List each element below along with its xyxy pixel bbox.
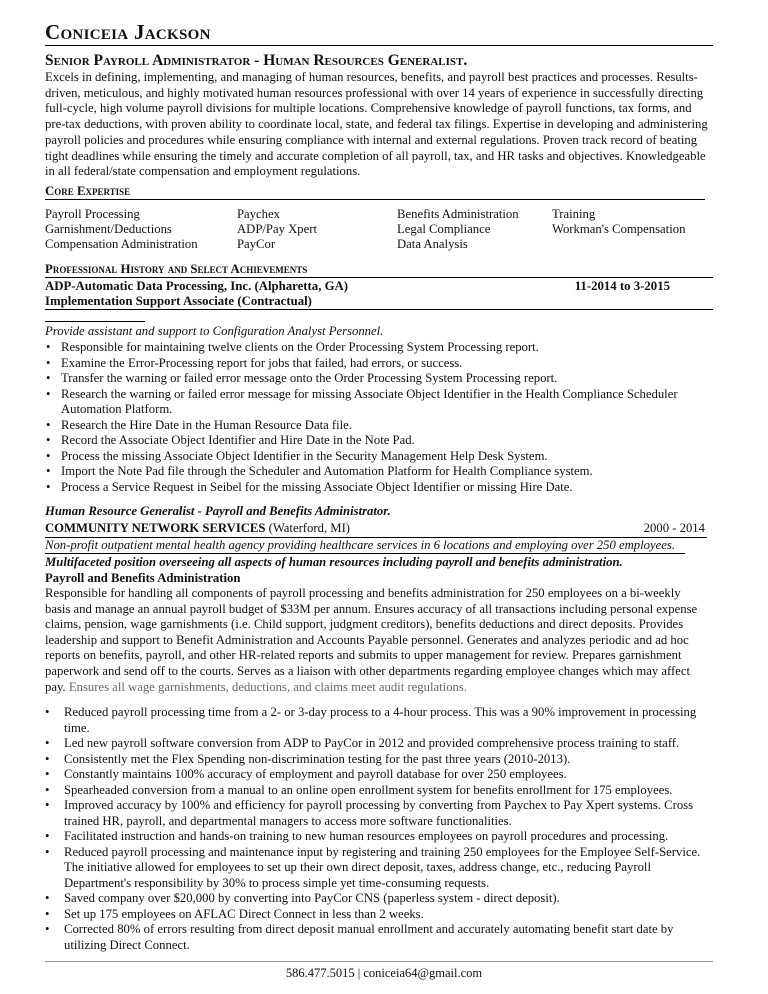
history-heading: Professional History and Select Achievements xyxy=(45,262,308,276)
bullet-icon: • xyxy=(45,736,50,750)
list-item xyxy=(45,387,715,418)
bullet-icon: • xyxy=(45,844,50,859)
job1-intro-text: Provide assistant and support to Configuration Analyst Personnel xyxy=(45,324,381,338)
bullet-icon: • xyxy=(45,829,50,843)
list-item xyxy=(45,464,715,480)
bullet-icon: • xyxy=(46,386,51,401)
job1-title-rule xyxy=(45,309,713,310)
expertise-column-2 xyxy=(237,207,317,252)
bullet-text: Improved accuracy by 100% and efficiency for payroll processing by converting from Paychex to Pay Xpert systems. Cross trained HR, payroll, and departmental managers to access more software functionalities. xyxy=(64,798,694,828)
list-item xyxy=(45,356,715,372)
bullet-text: Facilitated instruction and hands-on training to new human resources employees on payroll procedures and processing. xyxy=(64,829,669,843)
job2-company-line xyxy=(45,521,705,536)
job2-dates: 2000 - 2014 xyxy=(643,521,705,535)
history-rule xyxy=(45,277,713,278)
bullet-text: Corrected 80% of errors resulting from direct deposit manual enrollment and accurately automating benefit start date by utilizing Direct Connect. xyxy=(64,922,674,952)
bullet-text: Constantly maintains 100% accuracy of employment and payroll database for over 250 employees. xyxy=(64,767,567,781)
bullet-icon: • xyxy=(45,891,50,905)
bullet-icon: • xyxy=(46,479,51,494)
bullet-icon: • xyxy=(45,751,50,766)
job1-bullets xyxy=(45,340,715,495)
expertise-column-4 xyxy=(552,207,685,237)
list-item xyxy=(45,433,715,449)
candidate-name: Coniceia Jackson xyxy=(45,20,211,44)
list-item xyxy=(45,449,715,465)
job2-subhead: Payroll and Benefits Administration xyxy=(45,571,241,585)
job2-bullets xyxy=(45,705,715,953)
list-item xyxy=(45,480,715,496)
list-item xyxy=(45,845,715,892)
bullet-text: Consistently met the Flex Spending non-discrimination testing for the past three years (2010-2013). xyxy=(64,751,571,766)
bullet-text: Saved company over $20,000 by converting into PayCor CNS (paperless system - direct deposit). xyxy=(64,891,560,905)
expertise-item: Garnishment/Deductions xyxy=(45,222,172,236)
list-item xyxy=(45,418,715,434)
expertise-column-3 xyxy=(397,207,519,252)
bullet-icon: • xyxy=(46,417,51,432)
core-expertise-rule xyxy=(45,199,705,200)
list-item xyxy=(45,767,715,783)
bullet-text: Process a Service Request in Seibel for the missing Associate Object Identifier or missing Hire Date. xyxy=(61,479,573,494)
job-title-text: Senior Payroll Administrator - Human Resources Generalist xyxy=(45,52,464,69)
job-title-suffix: . xyxy=(463,52,468,69)
bullet-text: Transfer the warning or failed error message onto the Order Processing System Processing report. xyxy=(61,371,558,385)
bullet-text: Responsible for maintaining twelve clients on the Order Processing System Processing report. xyxy=(61,340,539,354)
job2-company: COMMUNITY NETWORK SERVICES xyxy=(45,521,266,535)
list-item xyxy=(45,783,715,799)
bullet-icon: • xyxy=(46,464,51,478)
expertise-item: Data Analysis xyxy=(397,237,468,251)
job2-highlight: Multifaceted position overseeing all aspects of human resources including payroll and benefits administration. xyxy=(45,555,623,569)
bullet-text: Import the Note Pad file through the Scheduler and Automation Platform for Health Compliance system. xyxy=(61,464,593,478)
bullet-icon: • xyxy=(45,798,50,812)
bullet-icon: • xyxy=(45,782,50,797)
expertise-item: Paychex xyxy=(237,207,280,221)
bullet-text: Examine the Error-Processing report for jobs that failed, had errors, or success. xyxy=(61,355,463,370)
list-item xyxy=(45,340,715,356)
list-item xyxy=(45,891,715,907)
expertise-item: Legal Compliance xyxy=(397,222,491,236)
list-item xyxy=(45,798,715,829)
list-item xyxy=(45,752,715,768)
bullet-icon: • xyxy=(46,355,51,370)
header-divider xyxy=(45,45,713,46)
job1-short-rule xyxy=(45,321,145,322)
list-item xyxy=(45,736,715,752)
job-title xyxy=(45,52,467,70)
list-item xyxy=(45,371,715,387)
job2-description xyxy=(45,586,705,695)
bullet-text: Research the warning or failed error message for missing Associate Object Identifier in the Health Compliance Scheduler Automation Platform. xyxy=(61,386,678,416)
list-item xyxy=(45,705,715,736)
job1-title: Implementation Support Associate (Contractual) xyxy=(45,294,312,308)
list-item xyxy=(45,907,715,923)
expertise-item: Payroll Processing xyxy=(45,207,140,221)
expertise-item: Benefits Administration xyxy=(397,207,519,221)
bullet-icon: • xyxy=(45,922,50,936)
job1-intro-suffix: . xyxy=(380,324,384,338)
job2-description-text: Responsible for handling all components of payroll processing and benefits administration for 250 employees on a bi-weekly basis and manage an annual payroll budget of $33M per annum. Ensures accuracy of all transactions including personal expense claims, pension, wage garnishments (i.e. Child support, judgment creditors), benefits deductions and direct deposits. Provides leadership and support to Benefit Administration and Accounts Payable personnel. Generates and analyzes periodic and ad hoc reports on benefits, payroll, and other HR-related reports and submits to upper management for review. Prepares garnishment paperwork and send off to the courts. Serves as a liaison with other departments regarding employee changes which may affect pay. xyxy=(45,586,698,694)
job1-intro xyxy=(45,324,383,339)
bullet-text: Spearheaded conversion from a manual to an online open enrollment system for benefits enrollment for 175 employees. xyxy=(64,782,673,797)
bullet-icon: • xyxy=(46,340,51,354)
bullet-text: Process the missing Associate Object Identifier in the Security Management Help Desk System. xyxy=(61,448,548,463)
bullet-icon: • xyxy=(46,371,51,385)
footer-contact: 586.477.5015 | coniceia64@gmail.com xyxy=(285,966,483,980)
bullet-icon: • xyxy=(46,448,51,463)
summary-paragraph: Excels in defining, implementing, and managing of human resources, benefits, and payroll best practices and processes. Results-driven, meticulous, and highly motivated human resources professional with over 14 years of experience in successfully directing full-cycle, high volume payroll divisions for multiple locations. Comprehensive knowledge of payroll functions, tax forms, and pre-tax deductions, with proven ability to coordinate local, state, and federal tax filings. Expertise in developing and administering payroll policies and procedures while ensuring compliance with internal and external regulations. Proven track record of beating tight deadlines while ensuring the timely and accurate completion of all payroll, tax, and HR tasks and objectives. Knowledgeable in all federal/state compensation and employment regulations. xyxy=(45,70,708,179)
footer-divider xyxy=(45,961,713,962)
job1-company: ADP-Automatic Data Processing, Inc. (Alpharetta, GA) xyxy=(45,279,349,293)
bullet-icon: • xyxy=(45,705,50,719)
bullet-text: Record the Associate Object Identifier and Hire Date in the Note Pad. xyxy=(61,433,415,447)
expertise-item: Compensation Administration xyxy=(45,237,198,251)
job1-dates: 11-2014 to 3-2015 xyxy=(574,279,670,293)
bullet-text: Reduced payroll processing time from a 2- or 3-day process to a 4-hour process. This was a 90% improvement in processing time. xyxy=(64,705,697,735)
job2-title-line: Human Resource Generalist - Payroll and Benefits Administrator. xyxy=(45,504,391,518)
bullet-icon: • xyxy=(46,433,51,447)
expertise-item: PayCor xyxy=(237,237,276,251)
bullet-text: Set up 175 employees on AFLAC Direct Connect in less than 2 weeks. xyxy=(64,906,424,921)
expertise-column-1 xyxy=(45,207,198,252)
core-expertise-heading: Core Expertise xyxy=(45,184,131,198)
job2-location: (Waterford, MI) xyxy=(265,521,351,535)
job2-org-rule xyxy=(45,553,685,554)
job1-company-line xyxy=(45,279,690,294)
list-item xyxy=(45,829,715,845)
bullet-text: Reduced payroll processing and maintenance input by registering and training 250 employees for the Employee Self-Service. The initiative allowed for employees to set up their own direct deposit, taxes, address change, etc., reducing Payroll Department's responsibility by 30% to process simple yet time-consuming requests. xyxy=(64,844,701,890)
bullet-icon: • xyxy=(45,767,50,781)
bullet-text: Research the Hire Date in the Human Resource Data file. xyxy=(61,417,352,432)
expertise-item: ADP/Pay Xpert xyxy=(237,222,317,236)
job2-description-grey: Ensures all wage garnishments, deductions, and claims meet audit regulations. xyxy=(65,679,467,694)
job1-title-line xyxy=(45,294,690,309)
job2-org-desc: Non-profit outpatient mental health agency providing healthcare services in 6 locations and employing over 250 employees. xyxy=(45,538,676,552)
bullet-text: Led new payroll software conversion from ADP to PayCor in 2012 and provided comprehensive process training to staff. xyxy=(64,736,680,750)
expertise-item: Workman's Compensation xyxy=(552,222,686,236)
bullet-icon: • xyxy=(45,906,50,921)
list-item xyxy=(45,922,715,953)
expertise-item: Training xyxy=(552,207,596,221)
